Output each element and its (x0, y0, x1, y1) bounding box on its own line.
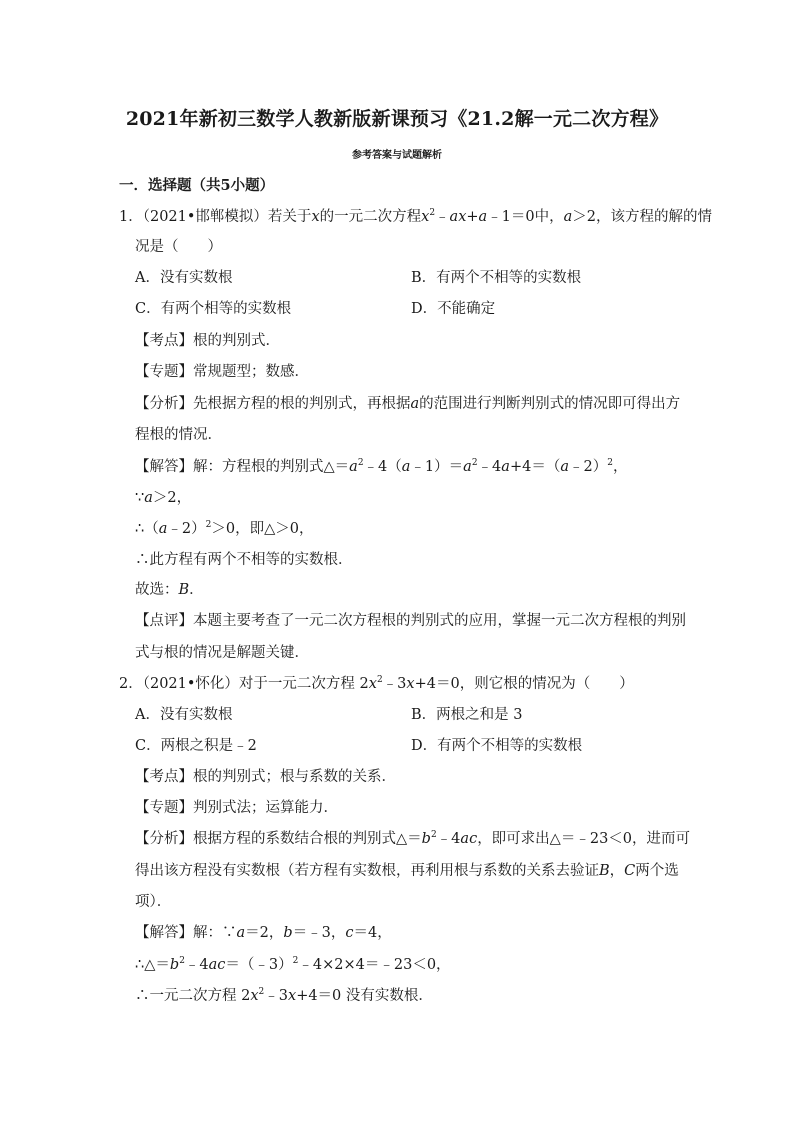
q1-kaodian-tag: 【考点】 (135, 333, 193, 349)
q2-jieda-tag: 【解答】 (135, 925, 193, 941)
q2-jieda-line3: ∴一元二次方程 $2x^2﹣3x+4=0$ 没有实数根． (135, 987, 433, 1004)
q2-option-a: A．没有实数根 (135, 707, 233, 723)
q1-option-b: B．有两个不相等的实数根 (411, 270, 582, 286)
document-subtitle: 参考答案与试题解析 (352, 150, 442, 161)
q1-jieda-line4: ∴此方程有两个不相等的实数根． (135, 552, 353, 568)
q1-jieda-line1: 【解答】解：方程根的判别式$\triangle=a^2﹣4(a﹣1)=a^2﹣4a+4=(a﹣2)^2$， (135, 458, 628, 475)
q2-kaodian-tag: 【考点】 (135, 769, 193, 785)
q1-fenxi-line1: 【分析】先根据方程的根的判别式，再根据a的范围进行判断判别式的情况即可得出方 (135, 396, 681, 412)
q1-dianping-line1: 【点评】本题主要考查了一元二次方程根的判别式的应用，掌握一元二次方程根的判别 (135, 613, 686, 629)
q2-zhuanti: 【专题】判别式法；运算能力． (135, 800, 338, 816)
q2-fenxi-line1: 【分析】根据方程的系数结合根的判别式$\triangle=b^2﹣4ac$，即可求出△＝﹣23＜0，进而可 (135, 830, 691, 847)
q2-zhuanti-tag: 【专题】 (135, 800, 193, 816)
document-title: 2021年新初三数学人教新版新课预习《21.2解一元二次方程》 (125, 108, 669, 130)
q2-stem: 2．（2021•怀化）对于一元二次方程 $2x^2﹣3x+4=0$，则它根的情况为（ ） (119, 675, 634, 692)
q2-fenxi-line3: 项）． (135, 894, 172, 910)
section-heading: 一．选择题（共5小题） (119, 177, 275, 194)
q1-fenxi-tag: 【分析】 (135, 396, 193, 412)
q2-option-b: B．两根之和是 3 (411, 707, 523, 723)
q1-kaodian: 【考点】根的判别式． (135, 333, 280, 349)
q1-option-c: C．有两个相等的实数根 (135, 301, 292, 317)
q2-option-c: C．两根之积是﹣2 (135, 738, 257, 754)
q1-option-a: A．没有实数根 (135, 270, 233, 286)
q2-fenxi-tag: 【分析】 (135, 831, 193, 847)
q2-fenxi-line2: 得出该方程没有实数根（若方程有实数根，再利用根与系数的关系去验证B，C两个选 (135, 863, 679, 879)
q1-jieda-line5: 故选：B． (135, 582, 204, 598)
q1-stem-line1: 1．（2021•邯郸模拟）若关于x的一元二次方程$x^2﹣ax+a﹣1=0$中，a＞2，该方程的解的情 (119, 208, 713, 225)
q2-jieda-line2: $\therefore\triangle=b^2﹣4ac=(﹣3)^2﹣4\times 2\times 4=﹣23<0$， (135, 956, 451, 973)
q2-option-d: D．有两个不相等的实数根 (411, 738, 583, 754)
q1-dianping-line2: 式与根的情况是解题关键． (135, 645, 309, 661)
q1-stem-line2: 况是（ ） (135, 239, 222, 255)
q1-jieda-line2: ∵a＞2， (135, 490, 192, 506)
q2-jieda-line1: 【解答】解：∵a＝2，b＝﹣3，c＝4， (135, 925, 392, 941)
q1-zhuanti: 【专题】常规题型；数感． (135, 364, 309, 380)
q1-jieda-tag: 【解答】 (135, 459, 193, 475)
q1-option-d: D．不能确定 (411, 301, 496, 317)
q1-dianping-tag: 【点评】 (135, 613, 193, 629)
q1-zhuanti-tag: 【专题】 (135, 364, 193, 380)
q1-fenxi-line2: 程根的情况． (135, 427, 222, 443)
q2-kaodian: 【考点】根的判别式；根与系数的关系． (135, 769, 396, 785)
q1-jieda-line3: ∴（a﹣2）$^2$＞0，即△＞0， (135, 520, 314, 537)
